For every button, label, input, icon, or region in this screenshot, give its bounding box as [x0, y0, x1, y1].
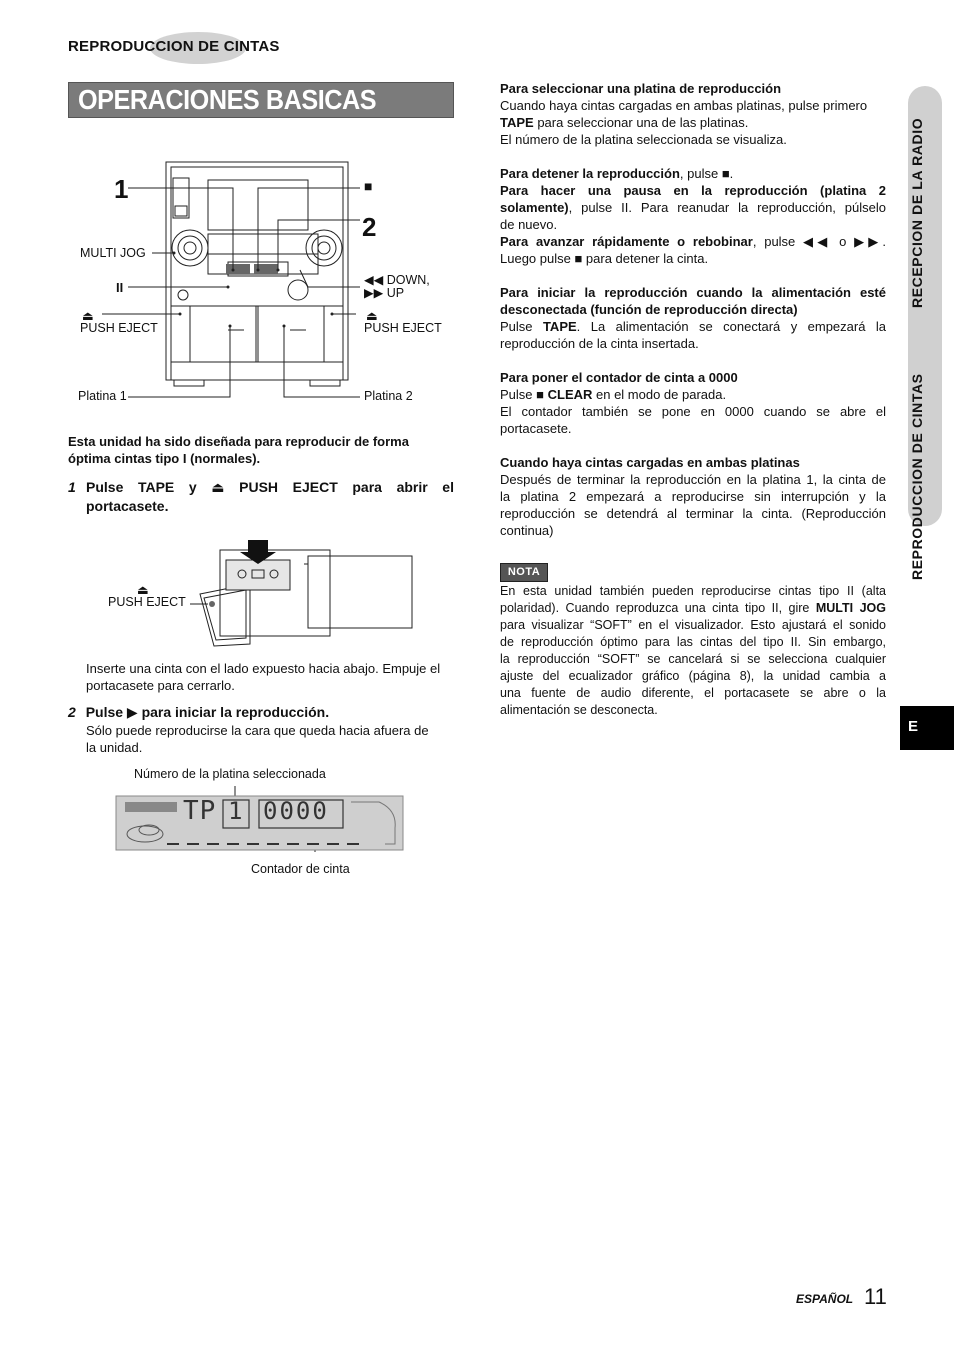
direct-play-section — [500, 284, 886, 352]
ff-text: , pulse ◀◀ o ▶▶. — [752, 234, 886, 249]
step-1 — [68, 478, 454, 514]
counter-reset-line: El contador también se pone en 0000 cuando se abre el — [500, 404, 886, 419]
insert-line: portacasete para cerrarlo. — [86, 678, 235, 693]
section-header: REPRODUCCION DE CINTAS — [68, 38, 280, 55]
step-2-note — [86, 722, 456, 756]
nota-text-part: polaridad). Cuando reproduzca una cinta tipo II, gire — [500, 601, 816, 615]
pause-line — [500, 199, 886, 216]
language-tab-label: E — [908, 718, 919, 735]
insert-instructions — [86, 660, 456, 694]
counter-reset-section — [500, 369, 886, 437]
nota-line: la reproducción “SOFT” se cancelará si se selecciona cualquier — [500, 652, 886, 666]
stop-icon: ■ — [364, 178, 373, 194]
display-counter-label: Contador de cinta — [251, 862, 350, 876]
direct-play-title: desconectada (función de reproducción directa) — [500, 302, 798, 317]
push-eject-left-label: PUSH EJECT — [80, 321, 158, 335]
nota-line: de reproducción óptimo para las cintas del tipo II. Sin embargo, — [500, 635, 886, 649]
counter-reset-text: en el modo de parada. — [592, 387, 727, 402]
tape-keyword: TAPE — [542, 319, 577, 334]
both-decks-title: Cuando haya cintas cargadas en ambas platinas — [500, 455, 800, 470]
intro-line: óptima cintas tipo I (normales). — [68, 451, 261, 466]
footer-language: ESPAÑOL — [796, 1292, 854, 1306]
direct-play-line — [500, 318, 886, 335]
nota-line: para visualizar “SOFT” en el visualizador. Esto ajustará el sonido — [500, 618, 886, 632]
counter-reset-line: portacasete. — [500, 421, 572, 436]
direct-play-line: reproducción de la cinta insertada. — [500, 336, 699, 351]
both-decks-line: la platina 2 empezará a reproducirse sin interrupción y la — [500, 489, 886, 504]
page-number: 11 — [864, 1284, 887, 1309]
multi-jog-label: MULTI JOG — [80, 246, 146, 260]
stop-title: Para detener la reproducción — [500, 166, 680, 181]
select-deck-line: Cuando haya cintas cargadas en ambas platinas, pulse primero — [500, 98, 868, 113]
platina-1-label: Platina 1 — [78, 389, 127, 403]
nota-badge: NOTA — [500, 563, 548, 582]
ff-line — [500, 233, 886, 250]
counter-reset-line — [500, 386, 886, 403]
step-2-note-line: la unidad. — [86, 740, 143, 755]
both-decks-section — [500, 454, 886, 539]
step-1-number: 1 — [68, 479, 76, 495]
callout-2: 2 — [362, 212, 377, 242]
intro-paragraph — [68, 433, 454, 467]
pause-line: de nuevo. — [500, 217, 558, 232]
stop-text: , pulse ■. — [679, 166, 734, 181]
ff-title: Para avanzar rápidamente o rebobinar — [500, 234, 753, 249]
stop-pause-section — [500, 165, 886, 267]
direct-play-text: . La alimentación se conectará y empezará la — [576, 319, 886, 334]
clear-keyword: CLEAR — [547, 387, 593, 402]
nota-line: En esta unidad también pueden reproducirse cintas tipo II (alta — [500, 584, 886, 598]
nota-line: alimentación se desconecta. — [500, 703, 658, 717]
display-panel — [115, 780, 405, 852]
display-deck-label: Número de la platina seleccionada — [134, 767, 326, 781]
down-label: ◀◀ DOWN, — [364, 273, 430, 287]
ff-line: Luego pulse ■ para detener la cinta. — [500, 251, 709, 266]
select-deck-title: Para seleccionar una platina de reproducción — [500, 81, 782, 96]
side-tab-tapes[interactable]: REPRODUCCION DE CINTAS — [909, 373, 925, 580]
step-2-text: Pulse ▶ para iniciar la reproducción. — [85, 704, 330, 720]
side-tab-radio[interactable]: RECEPCION DE LA RADIO — [909, 117, 925, 308]
select-deck-text: para seleccionar una de las platinas. — [533, 115, 749, 130]
page-title: OPERACIONES BASICAS — [78, 84, 377, 115]
counter-reset-title: Para poner el contador de cinta a 0000 — [500, 370, 738, 385]
multi-jog-keyword: MULTI JOG — [815, 601, 886, 615]
display-counter: 0000 — [263, 797, 329, 825]
pause-icon: II — [116, 280, 124, 295]
display-tp: TP — [183, 796, 217, 826]
select-deck-line — [500, 114, 886, 131]
language-tab[interactable] — [900, 706, 954, 750]
step-1-text: portacasete. — [86, 498, 169, 514]
nota-line: ajuste del ecualizador gráfico (página 8), la unidad cambia a — [500, 669, 886, 683]
nota-line: una fuente de audio diferente, el portacasete se abre o la — [500, 686, 886, 700]
tape-keyword: TAPE — [500, 115, 534, 130]
both-decks-line: reproducción se detendrá al terminar la cinta. (Reproducción — [500, 506, 886, 521]
select-deck-line: El número de la platina seleccionada se visualiza. — [500, 132, 787, 147]
push-eject-right-label: PUSH EJECT — [364, 321, 442, 335]
up-label: ▶▶ UP — [364, 286, 405, 300]
callout-1: 1 — [114, 174, 129, 204]
down-up-label — [364, 274, 430, 300]
direct-play-text: Pulse — [500, 319, 543, 334]
cassette-loading-diagram — [190, 534, 420, 654]
step-1-text: Pulse TAPE y ⏏ PUSH EJECT para abrir el — [86, 479, 454, 495]
insert-line: Inserte una cinta con el lado expuesto hacia abajo. Empuje el — [86, 661, 441, 676]
push-eject-diagram-label: PUSH EJECT — [108, 595, 186, 609]
pause-title: Para hacer una pausa en la reproducción (platina 2 — [500, 183, 886, 198]
pause-text: , pulse II. Para reanudar la reproducción, púlselo — [568, 200, 886, 215]
both-decks-line: Después de terminar la reproducción en la platina 1, la cinta de — [500, 472, 886, 487]
select-deck-section — [500, 80, 886, 148]
counter-reset-text: Pulse ■ — [500, 387, 548, 402]
both-decks-line: continua) — [500, 523, 554, 538]
eject-icon: ⏏ — [137, 583, 149, 597]
eject-icon: ⏏ — [366, 309, 378, 323]
step-2 — [68, 703, 329, 721]
stop-line — [500, 165, 886, 182]
platina-2-label: Platina 2 — [364, 389, 413, 403]
step-2-note-line: Sólo puede reproducirse la cara que queda hacia afuera de — [86, 723, 429, 738]
pause-title-end: solamente) — [500, 200, 569, 215]
step-2-number: 2 — [68, 704, 76, 720]
eject-icon: ⏏ — [82, 309, 94, 323]
direct-play-title: Para iniciar la reproducción cuando la alimentación esté — [500, 285, 886, 300]
intro-line: Esta unidad ha sido diseñada para reproducir de forma — [68, 434, 409, 449]
nota-line — [500, 600, 886, 617]
display-deck-number: 1 — [228, 797, 243, 825]
nota-text — [500, 583, 886, 719]
